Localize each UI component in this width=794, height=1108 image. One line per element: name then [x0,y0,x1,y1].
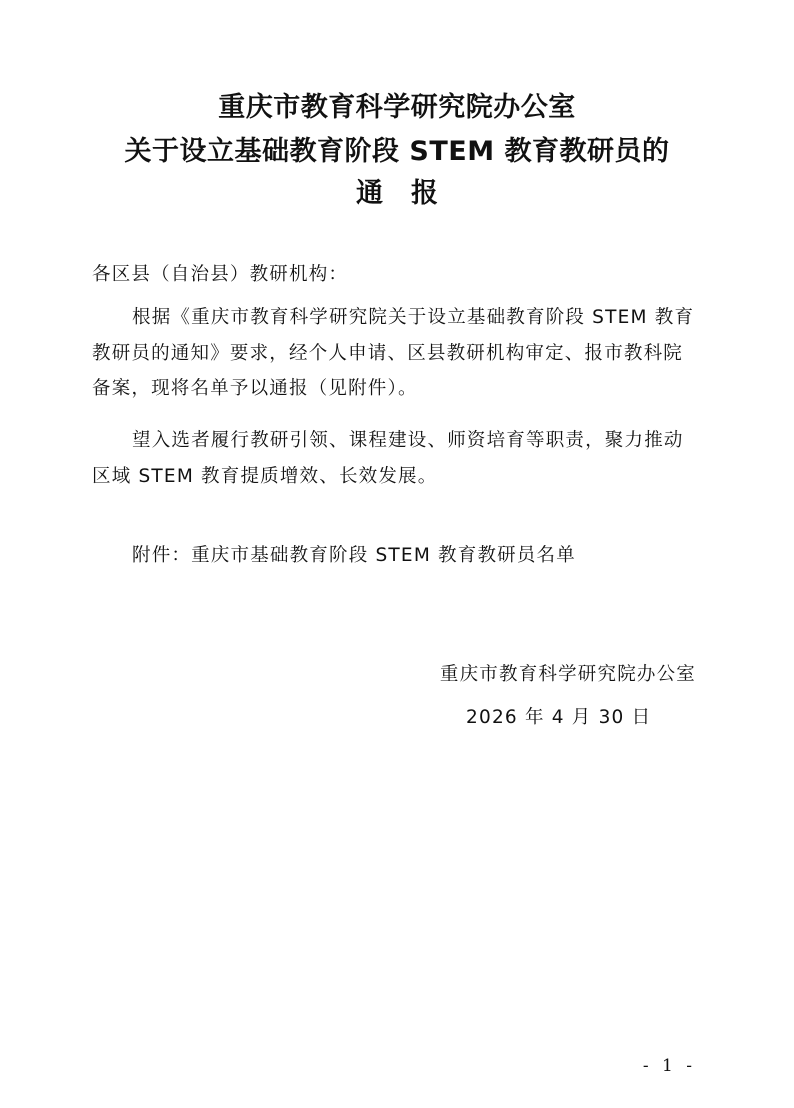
document-title-line-2: 关于设立基础教育阶段 STEM 教育教研员的 [124,136,670,167]
issuer-signature: 重庆市教育科学研究院办公室 [439,664,696,685]
page-number: - 1 - [642,1056,696,1076]
attachment-note: 附件：重庆市基础教育阶段 STEM 教育教研员名单 [132,545,576,566]
body-paragraph-2: 望入选者履行教研引领、课程建设、师资培育等职责，聚力推动区域 STEM 教育提质增效、长效发展。 [92,430,684,487]
body-paragraph-1: 根据《重庆市教育科学研究院关于设立基础教育阶段 STEM 教育教研员的通知》要求，经个人申请、区县教研机构审定、报市教科院备案，现将名单予以通报（见附件）。 [92,307,695,399]
document-title-line-3: 通报 [356,178,466,209]
issue-date: 2026 年 4 月 30 日 [466,707,652,728]
salutation: 各区县（自治县）教研机构： [92,264,349,285]
document-title-line-1: 重庆市教育科学研究院办公室 [218,92,576,123]
